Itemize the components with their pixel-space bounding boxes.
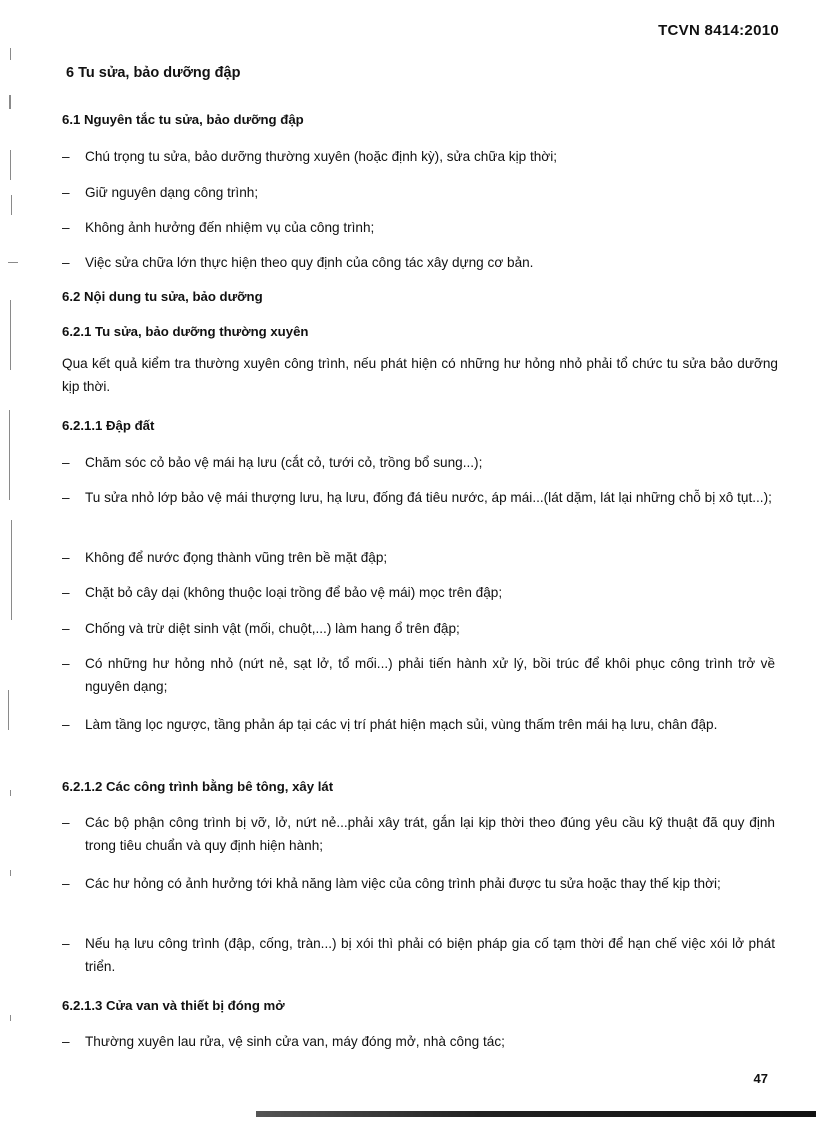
document-page: TCVN 8414:2010 6 Tu sửa, bảo dưỡng đập 6.1 Nguyên tắc tu sửa, bảo dưỡng đập – Chú trọng tu sửa, bảo dưỡng thường xuyên (hoặc định kỳ), sửa chữa kịp thời; – Giữ nguyên dạng công trình; – Không ảnh hưởng đến nhiệm vụ của công trình; – Việc sửa chữa lớn thực hiện theo quy định của công tác xây dựng cơ bản. 6.2 Nội dung tu sửa, bảo dưỡng 6.2.1 Tu sửa, bảo dưỡng thường xuyên Qua kết quả kiểm tra thường xuyên công trình, nếu phát hiện có những hư hỏng nhỏ phải tổ chức tu sửa bảo dưỡng kịp thời. 6.2.1.1 Đập đất – Chăm sóc cỏ bảo vệ mái hạ lưu (cắt cỏ, tưới cỏ, trồng bổ sung...); – Tu sửa nhỏ lớp bảo vệ mái thượng lưu, hạ lưu, đống đá tiêu nước, áp mái...(lát dặm, lát lại những chỗ bị xô tụt...); – Không để nước đọng thành vũng trên bề mặt đập; – Chặt bỏ cây dại (không thuộc loại trồng để bảo vệ mái) mọc trên đập; – Chống và trừ diệt sinh vật (mối, chuột,...) làm hang ổ trên đập; – Có những hư hỏng nhỏ (nứt nẻ, sạt lở, tổ mối...) phải tiến hành xử lý, bồi trúc để khôi phục công trình trở về nguyên dạng; – Làm tầng lọc ngược, tầng phản áp tại các vị trí phát hiện mạch sủi, vùng thấm trên mái hạ lưu, chân đập. 6.2.1.2 Các công trình bằng bê tông, xây lát – Các bộ phận công trình bị vỡ, lở, nứt nẻ...phải xây trát, gắn lại kịp thời theo đúng yêu cầu kỹ thuật đã quy định trong tiêu chuẩn và quy định hiện hành; – Các hư hỏng có ảnh hưởng tới khả năng làm việc của công trình phải được tu sửa hoặc thay thế kịp thời; – Nếu hạ lưu công trình (đập, cống, tràn...) bị xói thì phải có biện pháp gia cố tạm thời để hạn chế việc xói lở phát triển. 6.2.1.3 Cửa van và thiết bị đóng mở – Thường xuyên lau rửa, vệ sinh cửa van, máy đóng mở, nhà công tác; 47 <box>0 0 816 1123</box>
binding-margin-marks <box>0 0 50 1123</box>
scan-edge-rule <box>256 1111 816 1117</box>
section-6-2-1-2-heading: 6.2.1.2 Các công trình bằng bê tông, xây lát <box>62 779 334 794</box>
section-6-2-heading: 6.2 Nội dung tu sửa, bảo dưỡng <box>62 289 263 304</box>
section-6-1-heading: 6.1 Nguyên tắc tu sửa, bảo dưỡng đập <box>62 112 304 127</box>
section-6-2-1-heading: 6.2.1 Tu sửa, bảo dưỡng thường xuyên <box>62 324 309 339</box>
section-6-2-1-1-heading: 6.2.1.1 Đập đất <box>62 418 155 433</box>
page-number: 47 <box>753 1071 768 1086</box>
document-code: TCVN 8414:2010 <box>658 22 779 39</box>
paragraph: Qua kết quả kiểm tra thường xuyên công trình, nếu phát hiện có những hư hỏng nhỏ phải tổ chức tu sửa bảo dưỡng kịp thời. <box>62 356 778 394</box>
section-6-heading: 6 Tu sửa, bảo dưỡng đập <box>66 65 241 81</box>
section-6-2-1-3-heading: 6.2.1.3 Cửa van và thiết bị đóng mở <box>62 998 285 1013</box>
